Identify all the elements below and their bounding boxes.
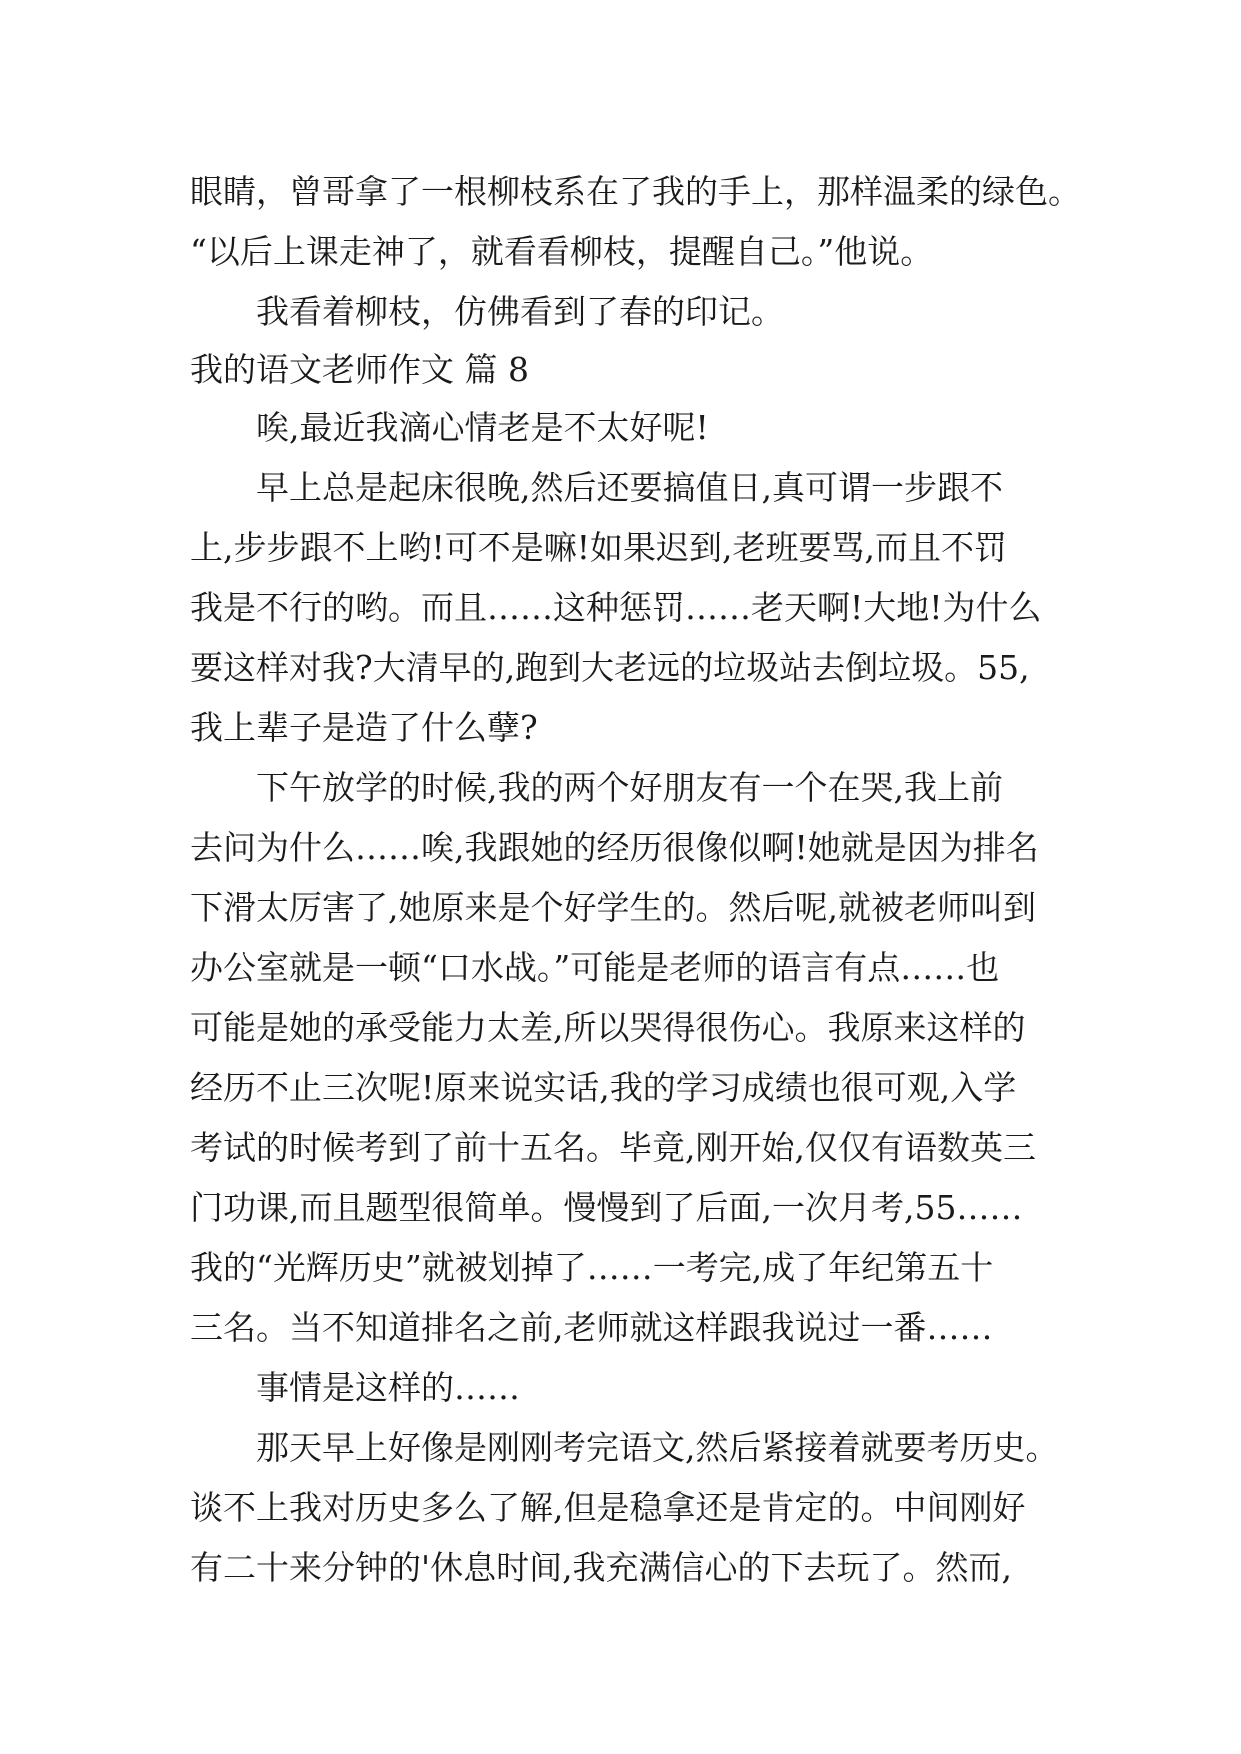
text-line: 那天早上好像是刚刚考完语文,然后紧接着就要考历史。	[256, 1428, 1059, 1467]
text-line: 我的“光辉历史”就被划掉了……一考完,成了年纪第五十	[190, 1248, 994, 1287]
text-line: 事情是这样的……	[256, 1368, 520, 1407]
text-line: 谈不上我对历史多么了解,但是稳拿还是肯定的。中间刚好	[190, 1488, 1026, 1527]
text-line: 三名。当不知道排名之前,老师就这样跟我说过一番……	[190, 1308, 993, 1347]
text-line: 有二十来分钟的'休息时间,我充满信心的下去玩了。然而,	[190, 1548, 1013, 1587]
text-line: 去问为什么……唉,我跟她的经历很像似啊!她就是因为排名	[190, 828, 1039, 867]
text-line: 眼睛，曾哥拿了一根柳枝系在了我的手上，那样温柔的绿色。	[190, 172, 1081, 211]
text-line: 可能是她的承受能力太差,所以哭得很伤心。我原来这样的	[190, 1008, 1026, 1047]
text-line: 我上辈子是造了什么孽?	[190, 708, 538, 747]
text-line: 早上总是起床很晚,然后还要搞值日,真可谓一步跟不	[256, 468, 1003, 507]
text-line: 下滑太厉害了,她原来是个好学生的。然后呢,就被老师叫到	[190, 888, 1036, 927]
article-body	[190, 162, 1080, 1598]
text-line: 经历不止三次呢!原来说实话,我的学习成绩也很可观,入学	[190, 1068, 1017, 1107]
section-heading: 我的语文老师作文 篇 8	[190, 350, 529, 389]
text-line: 要这样对我?大清早的,跑到大老远的垃圾站去倒垃圾。55,	[190, 648, 1030, 687]
text-line: 上,步步跟不上哟!可不是嘛!如果迟到,老班要骂,而且不罚	[190, 528, 1007, 567]
text-line: 办公室就是一顿“口水战。”可能是老师的语言有点……也	[190, 948, 1000, 987]
text-line: 我看着柳枝，仿佛看到了春的印记。	[256, 292, 784, 331]
text-line: 下午放学的时候,我的两个好朋友有一个在哭,我上前	[256, 768, 1003, 807]
text-line: 考试的时候考到了前十五名。毕竟,刚开始,仅仅有语数英三	[190, 1128, 1036, 1167]
text-line: “以后上课走神了，就看看柳枝，提醒自己。”他说。	[190, 232, 934, 271]
text-line: 门功课,而且题型很简单。慢慢到了后面,一次月考,55……	[190, 1188, 1023, 1227]
text-line: 我是不行的哟。而且……这种惩罚……老天啊!大地!为什么	[190, 588, 1042, 627]
text-line: 唉,最近我滴心情老是不太好呢!	[256, 408, 709, 447]
